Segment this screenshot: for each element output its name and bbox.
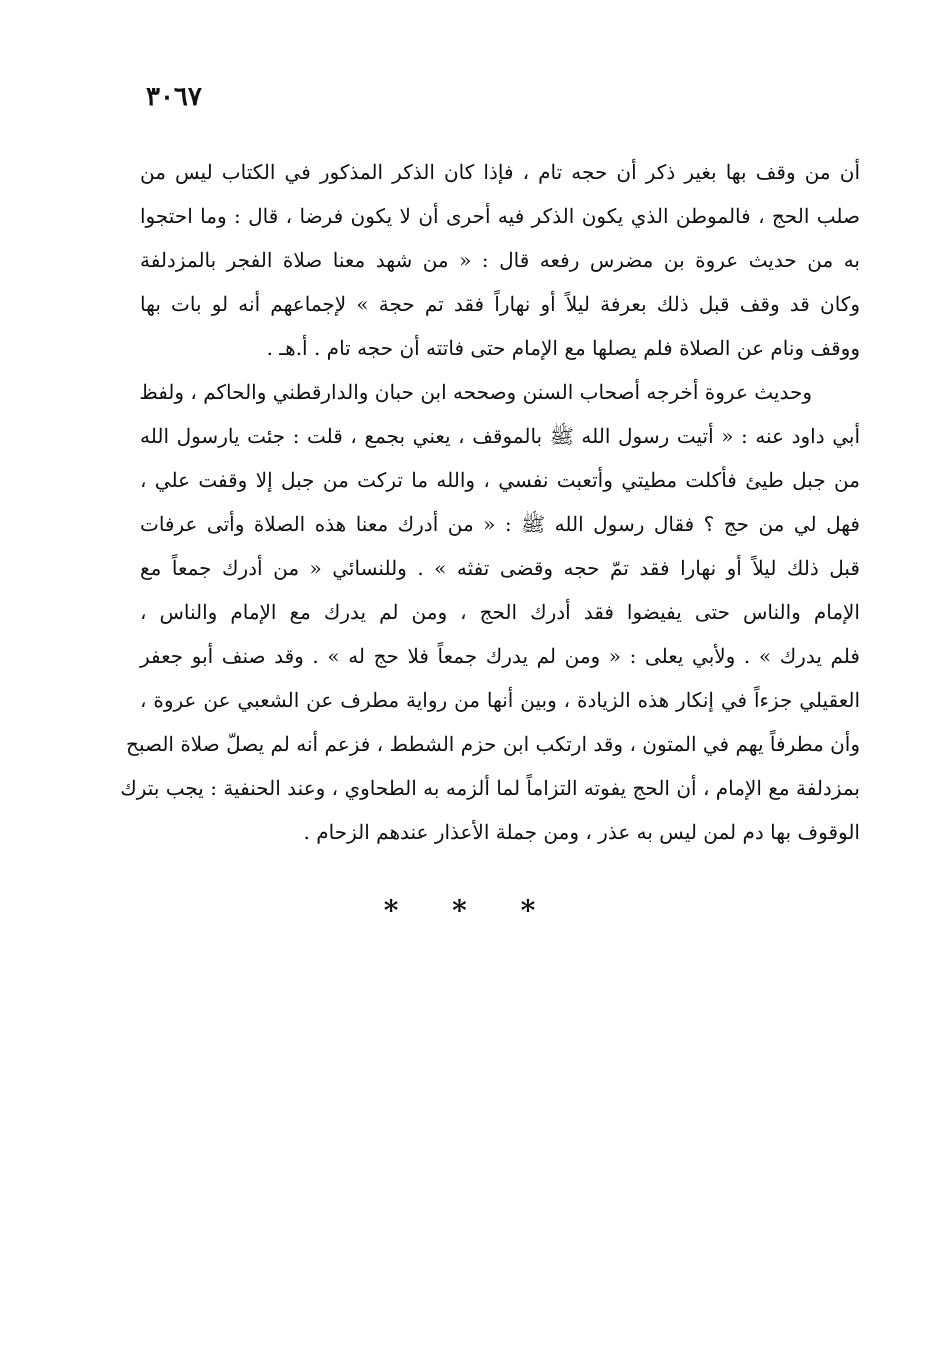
section-separator: * * * — [383, 894, 558, 927]
text-line: أبي داود عنه : « أتيت رسول الله ﷺ بالموقف ، يعني بجمع ، قلت : جئت يارسول الله — [140, 424, 860, 448]
text-line: الوقوف بها دم لمن ليس به عذر ، ومن جملة الأعذار عندهم الزحام . — [303, 820, 860, 844]
text-line: صلب الحج ، فالموطن الذي يكون الذكر فيه أحرى أن لا يكون فرضا ، قال : وما احتجوا — [140, 204, 860, 228]
text-line: فلم يدرك » . ولأبي يعلى : « ومن لم يدرك جمعاً فلا حج له » . وقد صنف أبو جعفر — [140, 644, 860, 668]
text-line: فهل لي من حج ؟ فقال رسول الله ﷺ : « من أدرك معنا هذه الصلاة وأتى عرفات — [140, 512, 860, 536]
text-line: به من حديث عروة بن مضرس رفعه قال : « من شهد معنا صلاة الفجر بالمزدلفة — [140, 248, 860, 272]
page-number: ٣٠٦٧ — [146, 82, 202, 112]
paragraph-1 — [140, 150, 860, 370]
text-line: من جبل طيئ فأكلت مطيتي وأتعبت نفسي ، والله ما تركت من جبل إلا وقفت علي ، — [140, 468, 860, 492]
text-line: أن من وقف بها بغير ذكر أن حجه تام ، فإذا كان الذكر المذكور في الكتاب ليس من — [140, 160, 860, 184]
text-line: وحديث عروة أخرجه أصحاب السنن وصححه ابن حبان والدارقطني والحاكم ، ولفظ — [139, 380, 812, 404]
text-line: ووقف ونام عن الصلاة فلم يصلها مع الإمام حتى فاتته أن حجه تام . أ.هـ . — [266, 336, 860, 360]
text-line: بمزدلفة مع الإمام ، أن الحج يفوته التزاماً لما ألزمه به الطحاوي ، وعند الحنفية : يجب بترك — [120, 776, 860, 800]
text-line: العقيلي جزءاً في إنكار هذه الزيادة ، وبين أنها من رواية مطرف عن الشعبي عن عروة ، — [140, 688, 860, 712]
text-line: وأن مطرفاً يهم في المتون ، وقد ارتكب ابن حزم الشطط ، فزعم أنه لم يصلّ صلاة الصبح — [126, 732, 860, 756]
text-line: الإمام والناس حتى يفيضوا فقد أدرك الحج ، ومن لم يدرك مع الإمام والناس ، — [140, 600, 860, 624]
text-line: قبل ذلك ليلاً أو نهارا فقد تمّ حجه وقضى تفثه » . وللنسائي « من أدرك جمعاً مع — [140, 556, 860, 580]
paragraph-2 — [120, 370, 860, 854]
text-line: وكان قد وقف قبل ذلك بعرفة ليلاً أو نهاراً فقد تم حجة » لإجماعهم أنه لو بات بها — [140, 292, 860, 316]
body-text — [120, 150, 860, 854]
